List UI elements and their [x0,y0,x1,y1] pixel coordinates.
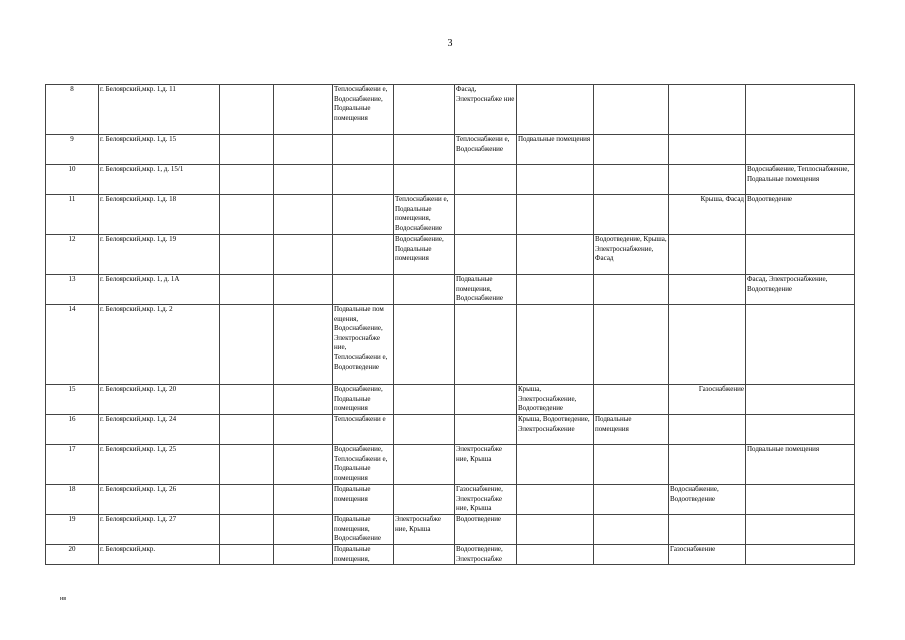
work-cell-c7 [455,385,517,415]
work-cell-c10 [669,415,746,445]
work-cell-c6 [394,305,455,385]
work-cell-c7: Водоотведение, Электроснабже [455,545,517,565]
work-cell-c3 [220,415,274,445]
work-cell-c8 [517,545,594,565]
work-cell-c7: Фасад, Электроснабже ние [455,85,517,135]
row-number-cell: 11 [46,195,99,235]
work-cell-c6 [394,545,455,565]
row-number-cell: 20 [46,545,99,565]
work-cell-c6 [394,485,455,515]
work-cell-c4 [274,85,333,135]
work-cell-c9 [594,385,669,415]
work-cell-c10 [669,515,746,545]
work-cell-c5 [333,275,394,305]
work-cell-c7 [455,165,517,195]
work-cell-c4 [274,545,333,565]
work-cell-c5: Подвальные помещения, [333,545,394,565]
table-row [46,445,855,485]
work-cell-c5: Водоснабжение, Подвальные помещения [333,385,394,415]
work-cell-c9 [594,485,669,515]
work-cell-c11 [746,235,855,275]
work-cell-c8: Крыша, Водоотведение, Электроснабжение [517,415,594,445]
work-cell-c5: Подвальные помещения, Водоснабжение [333,515,394,545]
work-cell-c11 [746,305,855,385]
table-row [46,235,855,275]
work-cell-c5 [333,195,394,235]
work-cell-c8 [517,515,594,545]
work-cell-c10 [669,85,746,135]
work-cell-c4 [274,385,333,415]
table-row [46,195,855,235]
work-cell-c11 [746,135,855,165]
work-cell-c3 [220,305,274,385]
table-body [46,85,855,565]
work-cell-c10: Газоснабжение [669,385,746,415]
work-cell-c4 [274,445,333,485]
work-cell-c3 [220,135,274,165]
row-number-cell: 18 [46,485,99,515]
work-cell-c10 [669,235,746,275]
work-cell-c3 [220,235,274,275]
work-cell-c8 [517,195,594,235]
table-row [46,415,855,445]
work-cell-c4 [274,305,333,385]
work-cell-c3 [220,385,274,415]
work-cell-c10 [669,305,746,385]
address-cell: г. Белоярский,мкр. 1,д. 11 [99,85,220,135]
work-cell-c3 [220,545,274,565]
work-cell-c4 [274,195,333,235]
address-cell: г. Белоярский,мкр. 1,д. 2 [99,305,220,385]
work-cell-c4 [274,235,333,275]
footer-mark: нв [60,596,67,602]
work-cell-c4 [274,275,333,305]
work-cell-c8 [517,85,594,135]
address-cell: г. Белоярский,мкр. 1,д. 15 [99,135,220,165]
work-cell-c11: Подвальные помещения [746,445,855,485]
work-cell-c4 [274,415,333,445]
work-cell-c5: Подвальные пом ещения, Водоснабжение, Электроснабже ние, Теплоснабжени е, Водоотведение [333,305,394,385]
table-row [46,305,855,385]
page-number: 3 [447,38,453,49]
work-cell-c8 [517,165,594,195]
work-cell-c11: Фасад, Электроснабжение, Водоотведение [746,275,855,305]
work-cell-c5: Теплоснабжени е, Водоснабжение, Подвальные помещения [333,85,394,135]
work-cell-c6 [394,165,455,195]
work-cell-c10: Водоснабжение, Водоотведение [669,485,746,515]
address-cell: г. Белоярский,мкр. 1,д. 19 [99,235,220,275]
work-cell-c6 [394,275,455,305]
work-cell-c11 [746,415,855,445]
row-number-cell: 13 [46,275,99,305]
table-row [46,165,855,195]
work-cell-c9 [594,135,669,165]
work-cell-c4 [274,515,333,545]
work-cell-c9 [594,165,669,195]
work-cell-c8: Подвальные помещения [517,135,594,165]
work-cell-c7: Водоотведение [455,515,517,545]
work-cell-c5: Подвальные помещения [333,485,394,515]
row-number-cell: 17 [46,445,99,485]
work-cell-c9 [594,515,669,545]
work-cell-c4 [274,485,333,515]
work-cell-c9 [594,545,669,565]
work-cell-c9: Подвальные помещения [594,415,669,445]
row-number-cell: 12 [46,235,99,275]
table-row [46,385,855,415]
address-cell: г. Белоярский,мкр. 1, д. 1А [99,275,220,305]
work-cell-c9 [594,445,669,485]
row-number-cell: 16 [46,415,99,445]
table-row [46,515,855,545]
work-cell-c3 [220,275,274,305]
work-cell-c9 [594,275,669,305]
work-cell-c10: Крыша, Фасад [669,195,746,235]
work-cell-c8 [517,275,594,305]
address-cell: г. Белоярский,мкр. 1,д. 27 [99,515,220,545]
table-row [46,85,855,135]
table-row [46,545,855,565]
work-cell-c6: Теплоснабжени е, Подвальные помещения, Водоснабжение [394,195,455,235]
work-cell-c5 [333,165,394,195]
work-cell-c7: Электроснабже ние, Крыша [455,445,517,485]
work-cell-c11 [746,385,855,415]
row-number-cell: 19 [46,515,99,545]
work-cell-c11 [746,485,855,515]
work-cell-c8 [517,445,594,485]
work-cell-c9: Водоотведение, Крыша, Электроснабжение, Фасад [594,235,669,275]
work-cell-c9 [594,305,669,385]
address-cell: г. Белоярский,мкр. 1,д. 26 [99,485,220,515]
work-cell-c3 [220,515,274,545]
work-cell-c7: Газоснабжение, Электроснабже ние, Крыша [455,485,517,515]
work-cell-c5: Водоснабжение, Теплоснабжени е, Подвальные помещения [333,445,394,485]
work-cell-c3 [220,165,274,195]
work-cell-c3 [220,485,274,515]
work-cell-c6: Водоснабжение, Подвальные помещения [394,235,455,275]
work-cell-c3 [220,445,274,485]
address-cell: г. Белоярский,мкр. 1,д. 24 [99,415,220,445]
work-cell-c11: Водоотведение [746,195,855,235]
work-cell-c11 [746,85,855,135]
table-row [46,135,855,165]
work-cell-c10 [669,165,746,195]
work-cell-c7 [455,195,517,235]
work-cell-c10: Газоснабжение [669,545,746,565]
address-cell: г. Белоярский,мкр. 1,д. 18 [99,195,220,235]
work-cell-c6: Электроснабже ние, Крыша [394,515,455,545]
work-cell-c6 [394,415,455,445]
work-cell-c8 [517,305,594,385]
work-cell-c6 [394,85,455,135]
work-cell-c9 [594,85,669,135]
work-cell-c3 [220,195,274,235]
row-number-cell: 15 [46,385,99,415]
work-cell-c9 [594,195,669,235]
work-cell-c11 [746,545,855,565]
work-cell-c10 [669,135,746,165]
work-cell-c4 [274,165,333,195]
work-cell-c8: Крыша, Электроснабжение, Водоотведение [517,385,594,415]
works-schedule-table [45,84,855,565]
work-cell-c3 [220,85,274,135]
work-cell-c7 [455,235,517,275]
work-cell-c7: Теплоснабжени е, Водоснабжение [455,135,517,165]
work-cell-c6 [394,385,455,415]
work-cell-c6 [394,445,455,485]
work-cell-c5: Теплоснабжени е [333,415,394,445]
work-cell-c10 [669,445,746,485]
address-cell: г. Белоярский,мкр. 1,д. 25 [99,445,220,485]
address-cell: г. Белоярский,мкр. [99,545,220,565]
row-number-cell: 8 [46,85,99,135]
work-cell-c5 [333,135,394,165]
table-row [46,485,855,515]
work-cell-c7: Подвальные помещения, Водоснабжение [455,275,517,305]
row-number-cell: 14 [46,305,99,385]
work-cell-c6 [394,135,455,165]
row-number-cell: 10 [46,165,99,195]
work-cell-c11 [746,515,855,545]
work-cell-c7 [455,415,517,445]
address-cell: г. Белоярский,мкр. 1,д. 20 [99,385,220,415]
work-cell-c11: Водоснабжение, Теплоснабжение, Подвальные помещения [746,165,855,195]
work-cell-c7 [455,305,517,385]
work-cell-c8 [517,235,594,275]
work-cell-c4 [274,135,333,165]
work-cell-c10 [669,275,746,305]
work-cell-c5 [333,235,394,275]
work-cell-c8 [517,485,594,515]
table-row [46,275,855,305]
address-cell: г. Белоярский,мкр. 1, д. 15/1 [99,165,220,195]
row-number-cell: 9 [46,135,99,165]
